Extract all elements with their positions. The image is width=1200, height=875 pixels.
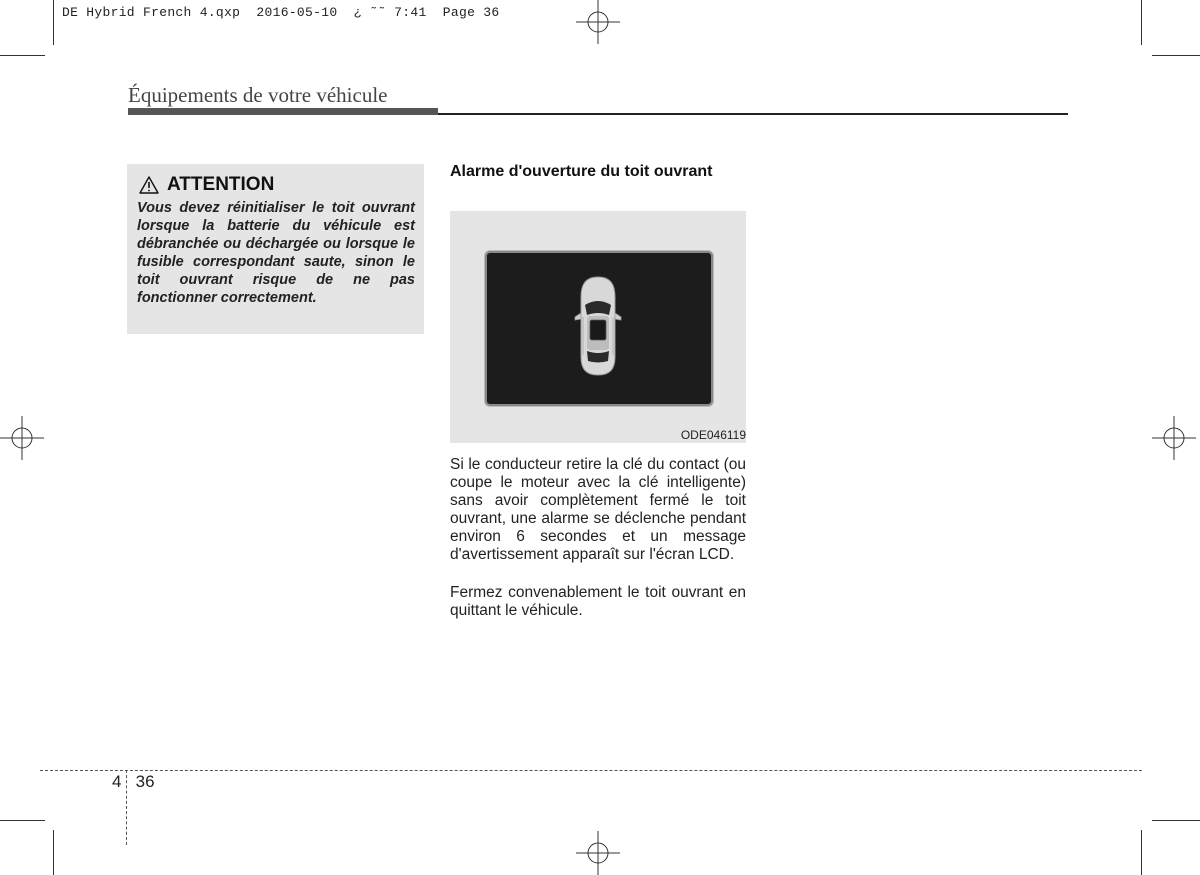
registration-mark-icon (576, 831, 620, 875)
attention-box (127, 164, 424, 334)
body-paragraph: Si le conducteur retire la clé du contact (ou coupe le moteur avec la clé intelligente) sans avoir complètement fermé le toit ouvrant, une alarme se déclenche pendant environ 6 secondes et un message d'avertissement apparaît sur l'écran LCD. (450, 456, 746, 563)
crop-mark (1152, 820, 1200, 821)
attention-header (139, 174, 274, 196)
crop-mark (1141, 830, 1142, 875)
page-number-value: 36 (135, 772, 155, 791)
car-top-view-sunroof-icon (573, 275, 623, 377)
section-title: Équipements de votre véhicule (128, 83, 388, 107)
header-rule-accent (128, 108, 438, 115)
subheading: Alarme d'ouverture du toit ouvrant (450, 163, 713, 180)
crop-mark (0, 820, 45, 821)
registration-mark-icon (576, 0, 620, 44)
warning-triangle-icon (139, 176, 159, 194)
crop-mark (0, 55, 45, 56)
attention-text: Vous devez réinitialiser le toit ouvrant lorsque la batterie du véhicule est débranchée ou déchargée ou lorsque le fusible correspondant saute, sinon le toit ouvrant risque de ne pas fonctionner correctement. (137, 200, 415, 306)
crop-mark (1152, 55, 1200, 56)
crop-mark (1141, 0, 1142, 45)
registration-mark-icon (1152, 416, 1196, 460)
lcd-display (485, 251, 713, 406)
figure-panel (450, 211, 746, 443)
crop-mark (53, 0, 54, 45)
attention-title: ATTENTION (167, 174, 275, 195)
page-number (112, 772, 155, 792)
crop-mark (53, 830, 54, 875)
print-slug-line: DE Hybrid French 4.qxp 2016-05-10 ¿ ˜˜ 7:41 Page 36 (62, 5, 500, 20)
chapter-number: 4 (112, 772, 122, 791)
body-paragraph: Fermez convenablement le toit ouvrant en quittant le véhicule. (450, 584, 746, 619)
figure-code: ODE046119 (680, 428, 746, 442)
footer-rule (40, 770, 1142, 771)
registration-mark-icon (0, 416, 44, 460)
